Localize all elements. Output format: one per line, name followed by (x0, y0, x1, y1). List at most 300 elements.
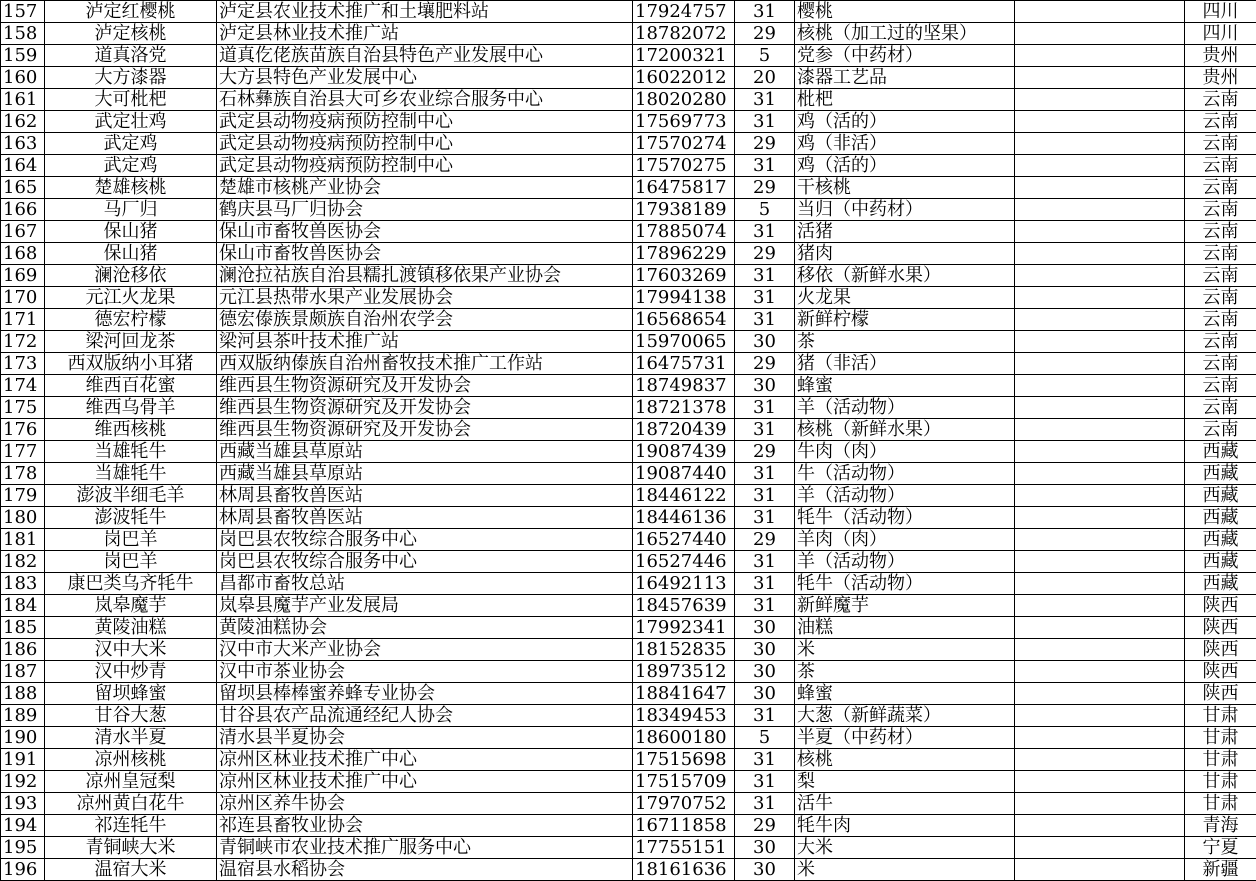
class-number: 5 (735, 45, 795, 67)
province: 宁夏 (1185, 837, 1256, 859)
empty-cell (1015, 133, 1185, 155)
table-row (1, 485, 1256, 507)
gi-name: 维西核桃 (45, 419, 217, 441)
registration-number: 16022012 (633, 67, 735, 89)
table-row (1, 507, 1256, 529)
registration-number: 18446136 (633, 507, 735, 529)
registrant-org: 西藏当雄县草原站 (217, 463, 633, 485)
empty-cell (1015, 419, 1185, 441)
class-number: 31 (735, 221, 795, 243)
gi-name: 凉州黄白花牛 (45, 793, 217, 815)
empty-cell (1015, 265, 1185, 287)
product-desc: 枇杷 (795, 89, 1015, 111)
row-number: 176 (1, 419, 45, 441)
registration-number: 18020280 (633, 89, 735, 111)
gi-name: 武定鸡 (45, 155, 217, 177)
product-desc: 核桃 (795, 749, 1015, 771)
product-desc: 核桃（加工过的坚果） (795, 23, 1015, 45)
class-number: 31 (735, 573, 795, 595)
table-row (1, 287, 1256, 309)
province: 云南 (1185, 177, 1256, 199)
province: 西藏 (1185, 573, 1256, 595)
row-number: 186 (1, 639, 45, 661)
product-desc: 羊肉（肉） (795, 529, 1015, 551)
empty-cell (1015, 837, 1185, 859)
registrant-org: 梁河县茶叶技术推广站 (217, 331, 633, 353)
gi-name: 康巴类乌齐牦牛 (45, 573, 217, 595)
table-row (1, 837, 1256, 859)
registration-number: 18973512 (633, 661, 735, 683)
empty-cell (1015, 309, 1185, 331)
product-desc: 新鲜柠檬 (795, 309, 1015, 331)
table-row (1, 155, 1256, 177)
empty-cell (1015, 463, 1185, 485)
registration-number: 17994138 (633, 287, 735, 309)
registration-number: 17938189 (633, 199, 735, 221)
gi-name: 留坝蜂蜜 (45, 683, 217, 705)
row-number: 168 (1, 243, 45, 265)
class-number: 29 (735, 177, 795, 199)
province: 陕西 (1185, 595, 1256, 617)
product-desc: 猪肉 (795, 243, 1015, 265)
gi-name: 澎波半细毛羊 (45, 485, 217, 507)
class-number: 31 (735, 507, 795, 529)
table-row (1, 397, 1256, 419)
province: 西藏 (1185, 441, 1256, 463)
empty-cell (1015, 353, 1185, 375)
row-number: 178 (1, 463, 45, 485)
empty-cell (1015, 199, 1185, 221)
gi-name: 梁河回龙茶 (45, 331, 217, 353)
registrant-org: 保山市畜牧兽医协会 (217, 243, 633, 265)
row-number: 190 (1, 727, 45, 749)
product-desc: 大米 (795, 837, 1015, 859)
gi-name: 当雄牦牛 (45, 441, 217, 463)
province: 西藏 (1185, 463, 1256, 485)
empty-cell (1015, 595, 1185, 617)
registrant-org: 岗巴县农牧综合服务中心 (217, 551, 633, 573)
gi-name: 黄陵油糕 (45, 617, 217, 639)
row-number: 188 (1, 683, 45, 705)
product-desc: 茶 (795, 331, 1015, 353)
empty-cell (1015, 45, 1185, 67)
empty-cell (1015, 507, 1185, 529)
product-desc: 半夏（中药材） (795, 727, 1015, 749)
province: 云南 (1185, 397, 1256, 419)
registration-number: 17569773 (633, 111, 735, 133)
table-row (1, 793, 1256, 815)
registrant-org: 岚皋县魔芋产业发展局 (217, 595, 633, 617)
province: 云南 (1185, 221, 1256, 243)
row-number: 167 (1, 221, 45, 243)
empty-cell (1015, 243, 1185, 265)
table-row (1, 573, 1256, 595)
registration-number: 18446122 (633, 485, 735, 507)
class-number: 31 (735, 485, 795, 507)
province: 云南 (1185, 243, 1256, 265)
table-row (1, 221, 1256, 243)
table-row (1, 45, 1256, 67)
province: 云南 (1185, 199, 1256, 221)
row-number: 166 (1, 199, 45, 221)
province: 云南 (1185, 265, 1256, 287)
product-desc: 党参（中药材） (795, 45, 1015, 67)
gi-name: 大方漆器 (45, 67, 217, 89)
table-row (1, 771, 1256, 793)
registrant-org: 泸定县农业技术推广和土壤肥料站 (217, 1, 633, 23)
product-desc: 漆器工艺品 (795, 67, 1015, 89)
province: 甘肃 (1185, 705, 1256, 727)
product-desc: 米 (795, 859, 1015, 881)
class-number: 29 (735, 133, 795, 155)
empty-cell (1015, 485, 1185, 507)
product-desc: 当归（中药材） (795, 199, 1015, 221)
row-number: 183 (1, 573, 45, 595)
registrant-org: 留坝县棒棒蜜养蜂专业协会 (217, 683, 633, 705)
gi-name: 德宏柠檬 (45, 309, 217, 331)
registrant-org: 维西县生物资源研究及开发协会 (217, 419, 633, 441)
product-desc: 牦牛肉 (795, 815, 1015, 837)
table-row (1, 463, 1256, 485)
class-number: 30 (735, 375, 795, 397)
row-number: 165 (1, 177, 45, 199)
class-number: 30 (735, 683, 795, 705)
gi-name: 元江火龙果 (45, 287, 217, 309)
row-number: 164 (1, 155, 45, 177)
product-desc: 牦牛（活动物） (795, 507, 1015, 529)
province: 甘肃 (1185, 793, 1256, 815)
class-number: 31 (735, 419, 795, 441)
table-row (1, 661, 1256, 683)
province: 云南 (1185, 375, 1256, 397)
row-number: 159 (1, 45, 45, 67)
row-number: 184 (1, 595, 45, 617)
class-number: 30 (735, 617, 795, 639)
province: 贵州 (1185, 45, 1256, 67)
table-body (1, 1, 1256, 881)
registration-number: 15970065 (633, 331, 735, 353)
row-number: 181 (1, 529, 45, 551)
table-row (1, 639, 1256, 661)
registrant-org: 武定县动物疫病预防控制中心 (217, 133, 633, 155)
table-row (1, 595, 1256, 617)
table-row (1, 177, 1256, 199)
empty-cell (1015, 287, 1185, 309)
registrant-org: 武定县动物疫病预防控制中心 (217, 155, 633, 177)
province: 西藏 (1185, 551, 1256, 573)
empty-cell (1015, 177, 1185, 199)
registration-number: 17515709 (633, 771, 735, 793)
product-desc: 梨 (795, 771, 1015, 793)
registrant-org: 凉州区林业技术推广中心 (217, 771, 633, 793)
table-row (1, 243, 1256, 265)
class-number: 29 (735, 529, 795, 551)
class-number: 20 (735, 67, 795, 89)
gi-name: 马厂归 (45, 199, 217, 221)
registration-number: 18841647 (633, 683, 735, 705)
product-desc: 米 (795, 639, 1015, 661)
table-row (1, 309, 1256, 331)
gi-name: 泸定红樱桃 (45, 1, 217, 23)
product-desc: 猪（非活） (795, 353, 1015, 375)
province: 陕西 (1185, 639, 1256, 661)
class-number: 31 (735, 551, 795, 573)
product-desc: 茶 (795, 661, 1015, 683)
province: 西藏 (1185, 529, 1256, 551)
table-row (1, 441, 1256, 463)
class-number: 31 (735, 705, 795, 727)
class-number: 30 (735, 639, 795, 661)
gi-name: 清水半夏 (45, 727, 217, 749)
registration-number: 17515698 (633, 749, 735, 771)
row-number: 171 (1, 309, 45, 331)
class-number: 5 (735, 199, 795, 221)
row-number: 161 (1, 89, 45, 111)
empty-cell (1015, 661, 1185, 683)
class-number: 30 (735, 859, 795, 881)
empty-cell (1015, 441, 1185, 463)
table-row (1, 727, 1256, 749)
product-desc: 羊（活动物） (795, 485, 1015, 507)
registrant-org: 汉中市茶业协会 (217, 661, 633, 683)
row-number: 170 (1, 287, 45, 309)
row-number: 192 (1, 771, 45, 793)
registrant-org: 昌都市畜牧总站 (217, 573, 633, 595)
gi-name: 泸定核桃 (45, 23, 217, 45)
empty-cell (1015, 771, 1185, 793)
empty-cell (1015, 375, 1185, 397)
row-number: 174 (1, 375, 45, 397)
registration-number: 18749837 (633, 375, 735, 397)
row-number: 185 (1, 617, 45, 639)
gi-name: 楚雄核桃 (45, 177, 217, 199)
product-desc: 大葱（新鲜蔬菜） (795, 705, 1015, 727)
row-number: 173 (1, 353, 45, 375)
table-row (1, 859, 1256, 881)
registrant-org: 青铜峡市农业技术推广服务中心 (217, 837, 633, 859)
gi-name: 保山猪 (45, 221, 217, 243)
product-desc: 活牛 (795, 793, 1015, 815)
registration-number: 17200321 (633, 45, 735, 67)
gi-name: 澜沧移依 (45, 265, 217, 287)
province: 陕西 (1185, 683, 1256, 705)
table-row (1, 683, 1256, 705)
province: 云南 (1185, 309, 1256, 331)
registration-number: 18161636 (633, 859, 735, 881)
registrant-org: 凉州区养牛协会 (217, 793, 633, 815)
table-row (1, 331, 1256, 353)
registrant-org: 维西县生物资源研究及开发协会 (217, 375, 633, 397)
row-number: 158 (1, 23, 45, 45)
registrant-org: 维西县生物资源研究及开发协会 (217, 397, 633, 419)
registration-number: 16475731 (633, 353, 735, 375)
province: 云南 (1185, 133, 1256, 155)
gi-name: 保山猪 (45, 243, 217, 265)
registrant-org: 西藏当雄县草原站 (217, 441, 633, 463)
empty-cell (1015, 89, 1185, 111)
class-number: 31 (735, 265, 795, 287)
empty-cell (1015, 705, 1185, 727)
gi-name: 汉中炒青 (45, 661, 217, 683)
empty-cell (1015, 727, 1185, 749)
row-number: 162 (1, 111, 45, 133)
registration-number: 17570274 (633, 133, 735, 155)
province: 四川 (1185, 1, 1256, 23)
row-number: 179 (1, 485, 45, 507)
row-number: 160 (1, 67, 45, 89)
product-desc: 活猪 (795, 221, 1015, 243)
empty-cell (1015, 529, 1185, 551)
empty-cell (1015, 749, 1185, 771)
province: 贵州 (1185, 67, 1256, 89)
gi-name: 维西乌骨羊 (45, 397, 217, 419)
row-number: 157 (1, 1, 45, 23)
province: 四川 (1185, 23, 1256, 45)
empty-cell (1015, 397, 1185, 419)
class-number: 31 (735, 463, 795, 485)
gi-name: 青铜峡大米 (45, 837, 217, 859)
province: 云南 (1185, 331, 1256, 353)
registration-number: 17603269 (633, 265, 735, 287)
registration-number: 17885074 (633, 221, 735, 243)
empty-cell (1015, 67, 1185, 89)
row-number: 191 (1, 749, 45, 771)
province: 甘肃 (1185, 749, 1256, 771)
row-number: 194 (1, 815, 45, 837)
registration-number: 18600180 (633, 727, 735, 749)
registrant-org: 元江县热带水果产业发展协会 (217, 287, 633, 309)
registration-number: 18152835 (633, 639, 735, 661)
empty-cell (1015, 551, 1185, 573)
table-row (1, 551, 1256, 573)
registrant-org: 道真仡佬族苗族自治县特色产业发展中心 (217, 45, 633, 67)
row-number: 172 (1, 331, 45, 353)
class-number: 31 (735, 155, 795, 177)
registrant-org: 祁连县畜牧业协会 (217, 815, 633, 837)
table-row (1, 375, 1256, 397)
class-number: 31 (735, 89, 795, 111)
registration-number: 16492113 (633, 573, 735, 595)
registration-number: 17755151 (633, 837, 735, 859)
table-row (1, 89, 1256, 111)
product-desc: 鸡（活的） (795, 111, 1015, 133)
registrant-org: 石林彝族自治县大可乡农业综合服务中心 (217, 89, 633, 111)
product-desc: 核桃（新鲜水果） (795, 419, 1015, 441)
registrant-org: 黄陵油糕协会 (217, 617, 633, 639)
class-number: 31 (735, 309, 795, 331)
registrant-org: 凉州区林业技术推广中心 (217, 749, 633, 771)
table-row (1, 133, 1256, 155)
registration-number: 16475817 (633, 177, 735, 199)
province: 云南 (1185, 89, 1256, 111)
gi-name: 汉中大米 (45, 639, 217, 661)
table-row (1, 749, 1256, 771)
product-desc: 鸡（活的） (795, 155, 1015, 177)
gi-name: 武定鸡 (45, 133, 217, 155)
empty-cell (1015, 793, 1185, 815)
empty-cell (1015, 683, 1185, 705)
registrant-org: 甘谷县农产品流通经纪人协会 (217, 705, 633, 727)
registration-number: 18457639 (633, 595, 735, 617)
row-number: 163 (1, 133, 45, 155)
class-number: 30 (735, 661, 795, 683)
registrant-org: 温宿县水稻协会 (217, 859, 633, 881)
class-number: 29 (735, 815, 795, 837)
empty-cell (1015, 639, 1185, 661)
empty-cell (1015, 815, 1185, 837)
empty-cell (1015, 859, 1185, 881)
registration-number: 17992341 (633, 617, 735, 639)
gi-name: 岚皋魔芋 (45, 595, 217, 617)
registrant-org: 泸定县林业技术推广站 (217, 23, 633, 45)
registrant-org: 林周县畜牧兽医站 (217, 485, 633, 507)
product-desc: 干核桃 (795, 177, 1015, 199)
gi-name: 维西百花蜜 (45, 375, 217, 397)
class-number: 31 (735, 397, 795, 419)
table-row (1, 199, 1256, 221)
registration-number: 18782072 (633, 23, 735, 45)
product-desc: 蜂蜜 (795, 375, 1015, 397)
class-number: 29 (735, 441, 795, 463)
province: 陕西 (1185, 617, 1256, 639)
province: 云南 (1185, 155, 1256, 177)
class-number: 29 (735, 353, 795, 375)
empty-cell (1015, 111, 1185, 133)
empty-cell (1015, 221, 1185, 243)
province: 新疆 (1185, 859, 1256, 881)
gi-name: 大可枇杷 (45, 89, 217, 111)
table-row (1, 617, 1256, 639)
province: 甘肃 (1185, 771, 1256, 793)
table-row (1, 265, 1256, 287)
product-desc: 羊（活动物） (795, 551, 1015, 573)
row-number: 182 (1, 551, 45, 573)
class-number: 31 (735, 1, 795, 23)
province: 青海 (1185, 815, 1256, 837)
province: 西藏 (1185, 507, 1256, 529)
gi-name: 当雄牦牛 (45, 463, 217, 485)
row-number: 193 (1, 793, 45, 815)
registrant-org: 保山市畜牧兽医协会 (217, 221, 633, 243)
class-number: 31 (735, 287, 795, 309)
gi-name: 澎波牦牛 (45, 507, 217, 529)
registrant-org: 澜沧拉祜族自治县糯扎渡镇移依果产业协会 (217, 265, 633, 287)
province: 云南 (1185, 111, 1256, 133)
province: 陕西 (1185, 661, 1256, 683)
registrant-org: 汉中市大米产业协会 (217, 639, 633, 661)
class-number: 30 (735, 331, 795, 353)
empty-cell (1015, 23, 1185, 45)
product-desc: 羊（活动物） (795, 397, 1015, 419)
table-row (1, 111, 1256, 133)
class-number: 29 (735, 23, 795, 45)
registrant-org: 德宏傣族景颇族自治州农学会 (217, 309, 633, 331)
row-number: 180 (1, 507, 45, 529)
registrant-org: 西双版纳傣族自治州畜牧技术推广工作站 (217, 353, 633, 375)
registration-number: 16527440 (633, 529, 735, 551)
gi-name: 道真洛党 (45, 45, 217, 67)
registrant-org: 楚雄市核桃产业协会 (217, 177, 633, 199)
gi-name: 祁连牦牛 (45, 815, 217, 837)
row-number: 187 (1, 661, 45, 683)
gi-name: 甘谷大葱 (45, 705, 217, 727)
empty-cell (1015, 331, 1185, 353)
registrant-org: 林周县畜牧兽医站 (217, 507, 633, 529)
gi-name: 温宿大米 (45, 859, 217, 881)
product-desc: 火龙果 (795, 287, 1015, 309)
table-row (1, 1, 1256, 23)
registration-number: 17570275 (633, 155, 735, 177)
